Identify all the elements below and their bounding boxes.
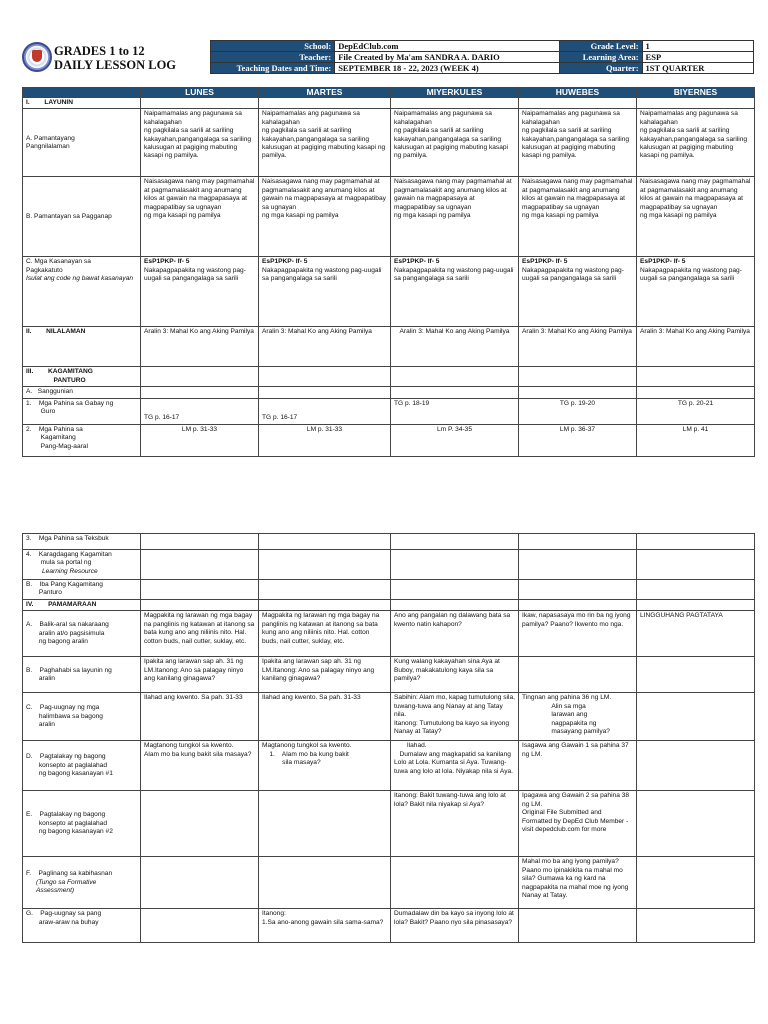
cell-text: Aralin 3: Mahal Ko ang Aking Pamilya — [259, 327, 391, 367]
row-label: B. Paghahabi sa layunin ng aralin — [23, 657, 141, 693]
section-kagamitan: III. KAGAMITANG PANTURO — [23, 367, 141, 387]
cell-text — [141, 857, 259, 909]
cell-text: Ilahad. Dumalaw ang magkapatid sa kanilang Lolo at Lola. Kumanta si Aya. Tuwang-tuwa ang lolo at lola. Niyakap nila si Aya. — [391, 741, 519, 791]
table-row — [23, 534, 755, 550]
table-row — [23, 424, 755, 456]
cell-text: Magpakita ng larawan ng mga bagay na panglinis ng katawan at itanong sa bata kung ano ang niliinis nito. Hal. cotton buds, nail cutter, suklay, etc. — [141, 611, 259, 657]
code-text: EsP1PKP- If- 5 — [144, 258, 190, 266]
cell-text: Ano ang pangalan ng dalawang bata sa kwento natin kahapon? — [391, 611, 519, 657]
lesson-table-page1 — [22, 87, 755, 457]
cell-text: Kung walang kakayahan sina Aya at Buboy, makakatulong kaya sila sa pamilya? — [391, 657, 519, 693]
cell-text: LM p. 36-37 — [519, 424, 637, 456]
cell-text: Naipamamalas ang pagunawa sa kahalagahan ng pagkilala sa sarili at sariling kakayahan,pangangalaga sa sariling kalusugan at pagiging mabuting kasapi ng pamilya. — [259, 109, 391, 177]
cell-text: Ilahad ang kwento. Sa pah. 31-33 — [259, 693, 391, 741]
cell-text — [259, 857, 391, 909]
area-label: Learning Area: — [560, 52, 642, 63]
cell-text: TG p. 18-19 — [391, 398, 519, 424]
grade-label: Grade Level: — [560, 41, 642, 52]
table-row — [23, 741, 755, 791]
row-label: B. Iba Pang Kagamitang Panturo — [23, 580, 141, 600]
teacher-label: Teacher: — [211, 52, 335, 63]
cell-text — [637, 257, 755, 327]
cell-text: Aralin 3: Mahal Ko ang Aking Pamilya — [391, 327, 519, 367]
cell-text — [519, 257, 637, 327]
table-row — [23, 257, 755, 327]
grade-value: 1 — [642, 41, 753, 52]
day-header: LUNES — [141, 88, 259, 98]
cell-text: TG p. 19-20 — [519, 398, 637, 424]
quarter-label: Quarter: — [560, 63, 642, 74]
deped-seal-icon — [22, 42, 52, 72]
cell-text — [391, 257, 519, 327]
row-label: A. Sanggunian — [23, 387, 141, 398]
cell-text: Tingnan ang pahina 36 ng LM. Alin sa mga larawan ang nagpapakita ng masayang pamilya? — [519, 693, 637, 741]
cell-text — [519, 657, 637, 693]
row-sublabel: Isulat ang code ng bawat kasanayan — [26, 275, 134, 283]
dates-label: Teaching Dates and Time: — [211, 63, 335, 74]
day-header: MARTES — [259, 88, 391, 98]
cell-text — [391, 857, 519, 909]
day-header-row — [23, 88, 755, 98]
table-row — [23, 580, 755, 600]
cell-text: TG p. 16-17 — [259, 398, 391, 424]
row-label: C. Pag-uugnay ng mga halimbawa sa bagong aralin — [23, 693, 141, 741]
cell-text: Sabihin: Alam mo, kapag tumutulong sila, tuwang-tuwa ang Nanay at ang Tatay nila. Itanong: Tumutulong ba kayo sa inyong Nanay at Tatay? — [391, 693, 519, 741]
code-text: EsP1PKP- If- 5 — [640, 258, 686, 266]
skill-text: Nakapagpapakita ng wastong pag-uugali sa pangangalaga sa sarili — [394, 266, 514, 283]
row-label-text: 4. Karagdagang Kagamitan mula sa portal ng — [26, 551, 112, 567]
cell-text: Ipakita ang larawan sap ah. 31 ng LM.Itanong: Ano sa palagay ninyo ang kanilang ginagawa? — [141, 657, 259, 693]
day-header: HUWEBES — [519, 88, 637, 98]
cell-text: LM p. 41 — [637, 424, 755, 456]
table-row — [23, 398, 755, 424]
cell-text: Ikaw, napasasaya mo rin ba ng iyong pamilya? Paano? Ikwento mo nga. — [519, 611, 637, 657]
section-pamamaraan: IV. PAMAMARAAN — [23, 600, 141, 611]
row-label-text: C. Mga Kasanayan sa Pagkakatuto — [26, 258, 91, 274]
cell-text: Naipamamalas ang pagunawa sa kahalagahan ng pagkilala sa sarili at sariling kakayahan,pangangalaga sa sariling kalusugan at pagiging mabuting kasapi ng pamilya. — [519, 109, 637, 177]
row-label: 3. Mga Pahina sa Teksbuk — [23, 534, 141, 550]
row-label-text: F. Paglinang sa kabihasnan — [26, 870, 113, 878]
row-label: D. Pagtalakay ng bagong konsepto at paglalahad ng bagong kasanayan #1 — [23, 741, 141, 791]
cell-text: Naisasagawa nang may pagmamahal at pagmamalasakit ang anumang kilos at gawain na magpapasaya at magpapatibay sa ugnayan ng mga kasapi ng pamilya — [391, 177, 519, 257]
cell-text: Naisasagawa nang may pagmamahal at pagmamalasakit ang anumang kilos at gawain na magpapasaya at magpapatibay sa ugnayan ng mga kasapi ng pamilya — [637, 177, 755, 257]
table-row — [23, 657, 755, 693]
cell-text: Aralin 3: Mahal Ko ang Aking Pamilya — [519, 327, 637, 367]
section-layunin: I. LAYUNIN — [23, 98, 141, 109]
form-title — [54, 44, 176, 72]
school-value: DepEdClub.com — [335, 41, 560, 52]
row-label: A. Balik-aral sa nakaraang aralin at/o pagsisimula ng bagong aralin — [23, 611, 141, 657]
table-row — [23, 857, 755, 909]
lesson-table-page2 — [22, 533, 755, 943]
row-label: E. Pagtalakay ng bagong konsepto at paglalahad ng bagong kasanayan #2 — [23, 791, 141, 857]
school-label: School: — [211, 41, 335, 52]
table-row — [23, 611, 755, 657]
code-text: EsP1PKP- If- 5 — [262, 258, 308, 266]
cell-text: Mahal mo ba ang iyong pamilya?Paano mo ipinakikita na mahal mo sila? Gumawa ka ng kard na nagpapakita na mahal moe ng iyong Nanay at Tatay. — [519, 857, 637, 909]
cell-text: Ipagawa ang Gawain 2 sa pahina 38 ng LM. Original File Submitted and Formatted by DepEd Club Member - visit depedclub.com for more — [519, 791, 637, 857]
cell-text: Ilahad ang kwento. Sa pah. 31-33 — [141, 693, 259, 741]
row-label: G. Pag-uugnay sa pang araw-araw na buhay — [23, 909, 141, 943]
table-row — [23, 177, 755, 257]
code-text: EsP1PKP- If- 5 — [394, 258, 440, 266]
table-row — [23, 693, 755, 741]
cell-text — [519, 909, 637, 943]
table-row — [23, 909, 755, 943]
cell-text — [259, 257, 391, 327]
table-row — [23, 791, 755, 857]
cell-text — [637, 909, 755, 943]
cell-text: Magtanong tungkol sa kwento. Alam mo ba kung bakit sila masaya? — [141, 741, 259, 791]
table-row — [23, 387, 755, 398]
code-text: EsP1PKP- If- 5 — [522, 258, 568, 266]
day-header: MIYERKULES — [391, 88, 519, 98]
table-row — [23, 550, 755, 580]
cell-text: LINGGUHANG PAGTATAYA — [637, 611, 755, 657]
cell-text: Magpakita ng larawan ng mga bagay na panglinis ng katawan at itanong sa bata kung ano ang niliinis nito. Hal. cotton buds, nail cutter, suklay, etc. — [259, 611, 391, 657]
cell-text — [637, 791, 755, 857]
row-label: A. Pamantayang Pangnilalaman — [23, 109, 141, 177]
cell-text: Lm P. 34-35 — [391, 424, 519, 456]
skill-text: Nakapagpapakita ng wastong pag-uugali sa pangangalaga sa sarili — [522, 266, 624, 283]
title-line2: DAILY LESSON LOG — [54, 58, 177, 72]
dates-value: SEPTEMBER 18 - 22, 2023 (WEEK 4) — [335, 63, 560, 74]
cell-text — [637, 657, 755, 693]
area-value: ESP — [642, 52, 753, 63]
skill-text: Nakapagpapakita ng wastong pag-uugali sa pangangalaga sa sarili — [640, 266, 742, 283]
cell-text — [141, 791, 259, 857]
cell-text — [259, 791, 391, 857]
cell-text — [141, 257, 259, 327]
row-label — [23, 857, 141, 909]
table-row — [23, 109, 755, 177]
table-row — [23, 98, 755, 109]
row-label: 1. Mga Pahina sa Gabay ng Guro — [23, 398, 141, 424]
cell-text — [637, 741, 755, 791]
cell-text: Magtanong tungkol sa kwento. 1. Alam mo ba kung bakit sila masaya? — [259, 741, 391, 791]
cell-text: TG p. 16-17 — [141, 398, 259, 424]
cell-text: Itanong: 1.Sa ano-anong gawain sila sama-sama? — [259, 909, 391, 943]
cell-text: Naisasagawa nang may pagmamahal at pagmamalasakit ang anumang kilos at gawain na magpapasaya at magpapatibay sa ugnayan ng mga kasapi ng pamilya — [519, 177, 637, 257]
row-label — [23, 550, 141, 580]
table-row — [23, 600, 755, 611]
row-label: 2. Mga Pahina sa Kagamitang Pang-Mag-aaral — [23, 424, 141, 456]
cell-text: Naipamamalas ang pagunawa sa kahalagahan ng pagkilala sa sarili at sariling kakayahan,pangangalaga sa sariling kalusugan at pagiging mabuting kasapi ng pamilya. — [637, 109, 755, 177]
header — [22, 40, 754, 78]
cell-text: Naisasagawa nang may pagmamahal at pagmamalasakit ang anumang kilos at gawain na magpapasaya at magpapatibay sa ugnayan ng mga kasapi ng pamilya — [141, 177, 259, 257]
cell-text: TG p. 20-21 — [637, 398, 755, 424]
cell-text: Naipamamalas ang pagunawa sa kahalagahan ng pagkilala sa sarili at sariling kakayahan,pangangalaga sa sariling kalusugan at pagiging mabuting kasapi ng pamilya. — [391, 109, 519, 177]
cell-text: Naisasagawa nang may pagmamahal at pagmamalasakit ang anumang kilos at gawain na magpapasaya at magpapatibay sa ugnayan ng mga kasapi ng pamilya — [259, 177, 391, 257]
day-header: BIYERNES — [637, 88, 755, 98]
section-nilalaman: II. NILALAMAN — [23, 327, 141, 367]
table-row — [23, 367, 755, 387]
row-sublabel: Learning Resource — [42, 567, 98, 575]
cell-text: Aralin 3: Mahal Ko ang Aking Pamilya — [141, 327, 259, 367]
cell-text: Isagawa ang Gawain 1 sa pahina 37 ng LM. — [519, 741, 637, 791]
cell-text: Ipakita ang larawan sap ah. 31 ng LM.Itanong: Ano sa palagay ninyo ang kanilang ginagawa? — [259, 657, 391, 693]
quarter-value: 1ST QUARTER — [642, 63, 753, 74]
skill-text: Nakapagpapakita ng wastong pag-uugali sa pangangalaga sa sarili — [262, 266, 382, 283]
cell-text: LM p. 31-33 — [141, 424, 259, 456]
cell-text — [141, 909, 259, 943]
title-line1: GRADES 1 to 12 — [54, 44, 145, 58]
cell-text — [637, 693, 755, 741]
cell-text: Aralin 3: Mahal Ko ang Aking Pamilya — [637, 327, 755, 367]
blank-header-cell — [23, 88, 141, 98]
row-label — [23, 257, 141, 327]
cell-text — [637, 857, 755, 909]
cell-text: Naipamamalas ang pagunawa sa kahalagahan ng pagkilala sa sarili at sariling kakayahan,pangangalaga sa sariling kalusugan at pagiging mabuting kasapi ng pamilya. — [141, 109, 259, 177]
cell-text: Itanong: Bakit tuwang-tuwa ang lolo at lola? Bakit nila niyakap si Aya? — [391, 791, 519, 857]
cell-text: LM p. 31-33 — [259, 424, 391, 456]
cell-text: Dumadalaw din ba kayo sa inyong lolo at lola? Bakit? Paano nyo sila pinasasaya? — [391, 909, 519, 943]
skill-text: Nakapagpapakita ng wastong pag-uugali sa pangangalaga sa sarili — [144, 266, 246, 283]
table-row — [23, 327, 755, 367]
teacher-value: File Created by Ma'am SANDRA A. DARIO — [335, 52, 560, 63]
row-label: B. Pamantayan sa Pagganap — [23, 177, 141, 257]
header-meta-table — [210, 40, 754, 74]
row-sublabel: (Tungo sa Formative Assessment) — [36, 878, 97, 895]
